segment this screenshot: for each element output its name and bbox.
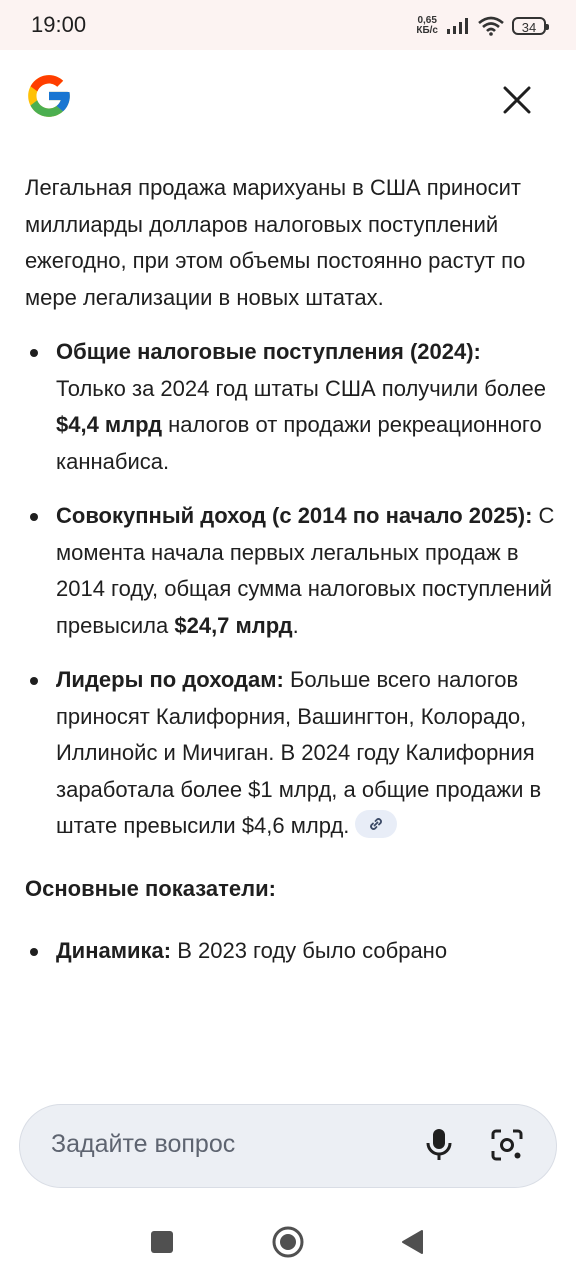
close-icon[interactable] bbox=[497, 80, 537, 120]
status-time: 19:00 bbox=[31, 12, 87, 37]
bullet-icon bbox=[30, 513, 38, 521]
item-highlight: $24,7 млрд bbox=[174, 612, 293, 638]
home-icon[interactable] bbox=[271, 1225, 305, 1259]
ask-input[interactable]: Задайте вопрос bbox=[51, 1130, 236, 1158]
intro-paragraph: Легальная продажа марихуаны в США приносит миллиарды долларов налоговых поступлений ежегодно, при этом объемы постоянно растут по мере легализации в новых штатах. bbox=[25, 175, 526, 310]
item-text: С момента начала первых легальных продаж в 2014 году, общая сумма налоговых поступлений превысила bbox=[56, 503, 555, 638]
back-icon[interactable] bbox=[400, 1229, 424, 1255]
lens-icon[interactable] bbox=[490, 1128, 524, 1162]
list-item bbox=[25, 662, 555, 845]
answer-content bbox=[25, 170, 555, 1090]
link-icon bbox=[367, 815, 385, 833]
wifi-icon bbox=[478, 16, 504, 36]
item-text: Только за 2024 год штаты США получили более bbox=[56, 375, 546, 401]
header bbox=[0, 50, 576, 150]
item-text: . bbox=[292, 612, 299, 638]
section-title: Основные показатели: bbox=[25, 875, 276, 901]
recents-icon[interactable] bbox=[151, 1231, 173, 1253]
item-heading: Динамика: bbox=[56, 938, 172, 963]
mic-icon[interactable] bbox=[425, 1127, 453, 1163]
bullet-icon bbox=[30, 948, 38, 956]
bullet-icon bbox=[30, 349, 38, 357]
net-speed bbox=[416, 16, 438, 36]
item-text: налогов от продажи рекреационного каннабиса. bbox=[56, 412, 542, 474]
bullet-icon bbox=[30, 677, 38, 685]
indicators-list bbox=[25, 933, 555, 970]
item-heading: Общие налоговые поступления (2024): bbox=[56, 339, 481, 364]
ask-input-bar[interactable] bbox=[19, 1104, 557, 1188]
net-speed-value: 0,65 bbox=[417, 15, 437, 26]
list-item bbox=[25, 933, 555, 970]
list-item bbox=[25, 498, 555, 644]
status-icons bbox=[416, 12, 546, 40]
battery-icon: 34 bbox=[512, 17, 546, 35]
item-text: Больше всего налогов приносят Калифорния, Вашингтон, Колорадо, Иллинойс и Мичиган. В 2024 году Калифорния заработала более $1 млрд, а общие продажи в штате превысили $4,6 млрд. bbox=[56, 667, 542, 838]
key-facts-list bbox=[25, 334, 555, 845]
google-g-logo bbox=[24, 71, 74, 121]
signal-icon bbox=[446, 17, 470, 35]
item-text: В 2023 году было собрано bbox=[171, 938, 448, 963]
list-item bbox=[25, 334, 555, 480]
status-bar bbox=[0, 0, 576, 50]
item-heading: Лидеры по доходам: bbox=[56, 667, 284, 692]
item-highlight: $4,4 млрд bbox=[56, 412, 163, 437]
net-speed-unit: КБ/с bbox=[416, 25, 438, 36]
source-link-chip[interactable] bbox=[355, 810, 397, 838]
item-heading: Совокупный доход (с 2014 по начало 2025): bbox=[56, 503, 533, 528]
